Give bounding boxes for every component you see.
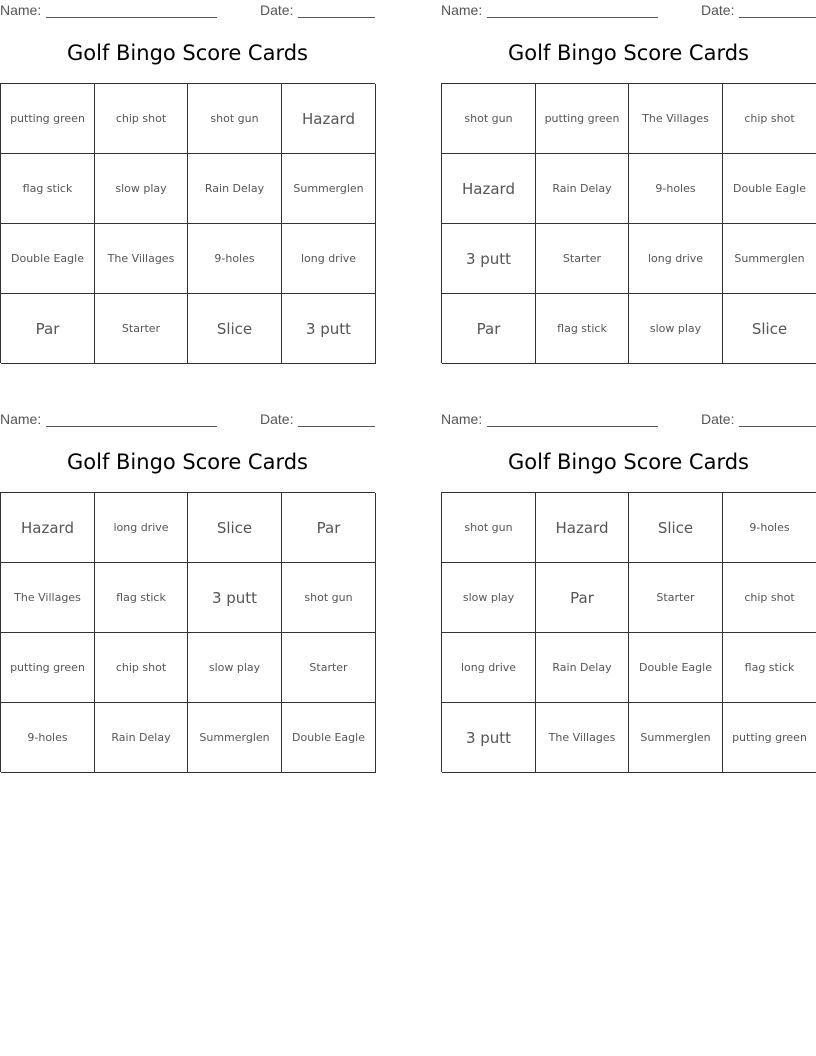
card-title: Golf Bingo Score Cards (67, 450, 308, 474)
name-blank-line (487, 426, 658, 427)
bingo-cell: slow play (629, 294, 723, 364)
date-blank-line (739, 17, 816, 18)
bingo-grid (0, 492, 375, 772)
card-title: Golf Bingo Score Cards (508, 450, 749, 474)
bingo-cell: flag stick (1, 154, 95, 224)
bingo-cell: The Villages (1, 563, 95, 633)
bingo-cell: putting green (723, 703, 816, 773)
bingo-cell: 9-holes (188, 224, 282, 294)
bingo-cell: Hazard (442, 154, 536, 224)
bingo-cell: Summerglen (282, 154, 376, 224)
bingo-cell: flag stick (95, 563, 188, 633)
name-label: Name: (441, 411, 483, 427)
bingo-cell: chip shot (723, 563, 816, 633)
name-blank-line (487, 17, 658, 18)
bingo-cell: Double Eagle (1, 224, 95, 294)
bingo-cell: Par (1, 294, 95, 364)
card-header (0, 411, 375, 429)
bingo-cell: Rain Delay (188, 154, 282, 224)
bingo-cell: shot gun (442, 84, 536, 154)
bingo-cell: putting green (1, 84, 95, 154)
bingo-cell: Slice (629, 493, 723, 563)
bingo-cell: Slice (188, 294, 282, 364)
bingo-grid (441, 83, 816, 363)
date-blank-line (298, 426, 375, 427)
bingo-cell: shot gun (282, 563, 376, 633)
bingo-cell: Starter (629, 563, 723, 633)
bingo-cell: long drive (629, 224, 723, 294)
bingo-cell: shot gun (442, 493, 536, 563)
bingo-cell: putting green (1, 633, 95, 703)
bingo-card-4 (441, 409, 816, 779)
date-label: Date: (701, 2, 735, 18)
name-blank-line (46, 426, 217, 427)
date-label: Date: (260, 411, 294, 427)
name-label: Name: (0, 2, 42, 18)
bingo-cell: Hazard (282, 84, 376, 154)
bingo-cell: Hazard (536, 493, 629, 563)
bingo-cell: Slice (188, 493, 282, 563)
bingo-cell: Starter (536, 224, 629, 294)
bingo-cell: Starter (282, 633, 376, 703)
bingo-cell: The Villages (95, 224, 188, 294)
bingo-cell: slow play (188, 633, 282, 703)
card-title: Golf Bingo Score Cards (67, 41, 308, 65)
name-blank-line (46, 17, 217, 18)
bingo-cell: Rain Delay (95, 703, 188, 773)
bingo-cell: Double Eagle (723, 154, 816, 224)
bingo-cell: 9-holes (723, 493, 816, 563)
bingo-card-1 (0, 0, 375, 370)
bingo-cell: 3 putt (282, 294, 376, 364)
bingo-cell: Double Eagle (629, 633, 723, 703)
card-header (0, 2, 375, 20)
bingo-cell: Par (442, 294, 536, 364)
bingo-cell: chip shot (95, 84, 188, 154)
date-label: Date: (260, 2, 294, 18)
card-header (441, 2, 816, 20)
date-label: Date: (701, 411, 735, 427)
bingo-cell: Summerglen (723, 224, 816, 294)
bingo-cell: 3 putt (442, 703, 536, 773)
name-label: Name: (0, 411, 42, 427)
card-header (441, 411, 816, 429)
bingo-cell: slow play (95, 154, 188, 224)
bingo-card-3 (0, 409, 375, 779)
bingo-cell: chip shot (723, 84, 816, 154)
bingo-cell: 9-holes (629, 154, 723, 224)
bingo-cell: Summerglen (629, 703, 723, 773)
bingo-cell: flag stick (536, 294, 629, 364)
bingo-cell: long drive (95, 493, 188, 563)
bingo-cell: Hazard (1, 493, 95, 563)
bingo-cell: 3 putt (442, 224, 536, 294)
bingo-cell: Summerglen (188, 703, 282, 773)
bingo-cell: Rain Delay (536, 633, 629, 703)
bingo-cell: Double Eagle (282, 703, 376, 773)
bingo-cell: Rain Delay (536, 154, 629, 224)
bingo-cell: long drive (282, 224, 376, 294)
bingo-cell: Slice (723, 294, 816, 364)
bingo-grid (0, 83, 375, 363)
bingo-cell: shot gun (188, 84, 282, 154)
bingo-grid (441, 492, 816, 772)
bingo-cell: putting green (536, 84, 629, 154)
bingo-cell: Par (282, 493, 376, 563)
bingo-cell: 9-holes (1, 703, 95, 773)
bingo-cell: slow play (442, 563, 536, 633)
bingo-cell: Par (536, 563, 629, 633)
bingo-cell: The Villages (629, 84, 723, 154)
bingo-cell: flag stick (723, 633, 816, 703)
bingo-cell: The Villages (536, 703, 629, 773)
name-label: Name: (441, 2, 483, 18)
date-blank-line (298, 17, 375, 18)
bingo-cell: 3 putt (188, 563, 282, 633)
bingo-card-2 (441, 0, 816, 370)
bingo-cell: chip shot (95, 633, 188, 703)
bingo-cell: Starter (95, 294, 188, 364)
bingo-cell: long drive (442, 633, 536, 703)
card-title: Golf Bingo Score Cards (508, 41, 749, 65)
date-blank-line (739, 426, 816, 427)
